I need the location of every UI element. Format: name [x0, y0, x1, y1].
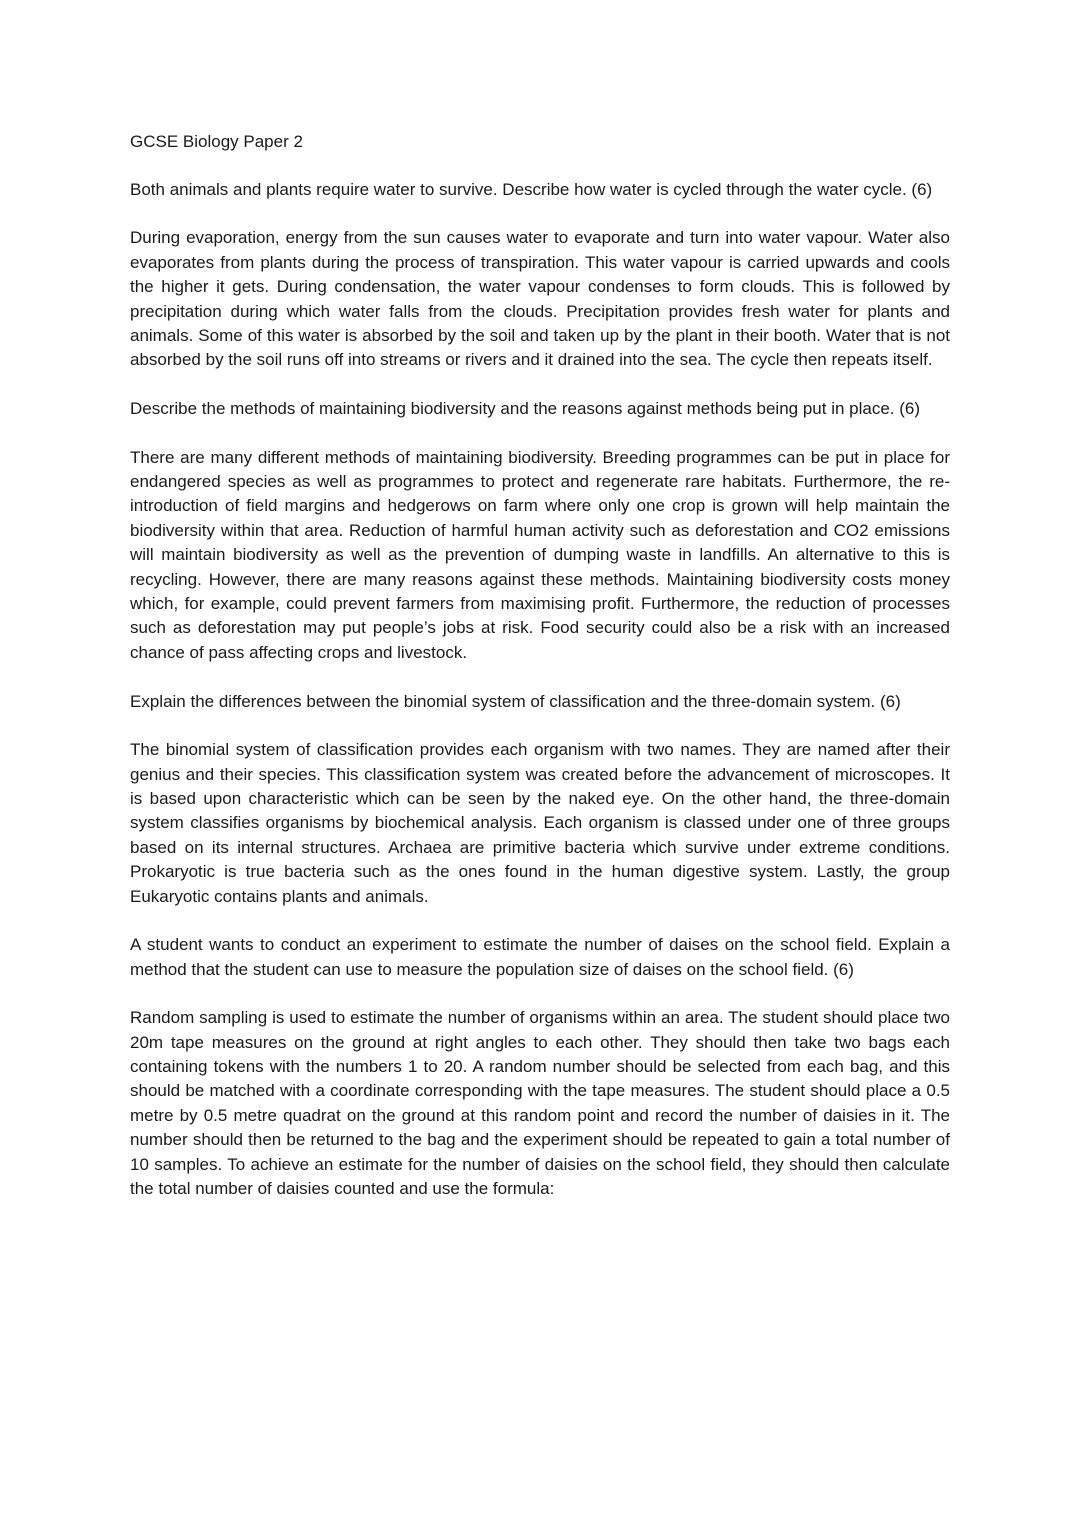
- answer-3: The binomial system of classification provides each organism with two names. They are named after their genius and their species. This classification system was created before the advancement of microscopes. It is based upon characteristic which can be seen by the naked eye. On the other hand, the three-domain system classifies organisms by biochemical analysis. Each organism is classed under one of three groups based on its internal structures. Archaea are primitive bacteria which survive under extreme conditions. Prokaryotic is true bacteria such as the ones found in the human digestive system. Lastly, the group Eukaryotic contains plants and animals.: [130, 740, 950, 906]
- answer-2: There are many different methods of maintaining biodiversity. Breeding programmes can be put in place for endangered species as well as programmes to protect and regenerate rare habitats. Furthermore, the re-introduction of field margins and hedgerows on farm where only one crop is grown will help maintain the biodiversity within that area. Reduction of harmful human activity such as deforestation and CO2 emissions will maintain biodiversity as well as the prevention of dumping waste in landfills. An alternative to this is recycling. However, there are many reasons against these methods. Maintaining biodiversity costs money which, for example, could prevent farmers from maximising profit. Furthermore, the reduction of processes such as deforestation may put people’s jobs at risk. Food security could also be a risk with an increased chance of pass affecting crops and livestock.: [130, 447, 950, 662]
- document-page: [130, 130, 950, 1226]
- question-4: A student wants to conduct an experiment to estimate the number of daises on the school field. Explain a method that the student can use to measure the population size of daises on the school field. (6): [130, 935, 950, 979]
- document-title: GCSE Biology Paper 2: [130, 132, 303, 151]
- answer-4: Random sampling is used to estimate the number of organisms within an area. The student should place two 20m tape measures on the ground at right angles to each other. They should then take two bags each containing tokens with the numbers 1 to 20. A random number should be selected from each bag, and this should be matched with a coordinate corresponding with the tape measures. The student should place a 0.5 metre by 0.5 metre quadrat on the ground at this random point and record the number of daisies in it. The number should then be returned to the bag and the experiment should be repeated to gain a total number of 10 samples. To achieve an estimate for the number of daisies on the school field, they should then calculate the total number of daisies counted and use the formula:: [130, 1008, 950, 1198]
- answer-1: During evaporation, energy from the sun causes water to evaporate and turn into water vapour. Water also evaporates from plants during the process of transpiration. This water vapour is carried upwards and cools the higher it gets. During condensation, the water vapour condenses to form clouds. This is followed by precipitation during which water falls from the clouds. Precipitation provides fresh water for plants and animals. Some of this water is absorbed by the soil and taken up by the plant in their booth. Water that is not absorbed by the soil runs off into streams or rivers and it drained into the sea. The cycle then repeats itself.: [130, 228, 950, 370]
- question-2: Describe the methods of maintaining biodiversity and the reasons against methods being put in place. (6): [130, 399, 921, 419]
- question-3: Explain the differences between the binomial system of classification and the three-domain system. (6): [130, 691, 901, 711]
- question-1: Both animals and plants require water to survive. Describe how water is cycled through the water cycle. (6): [130, 180, 933, 199]
